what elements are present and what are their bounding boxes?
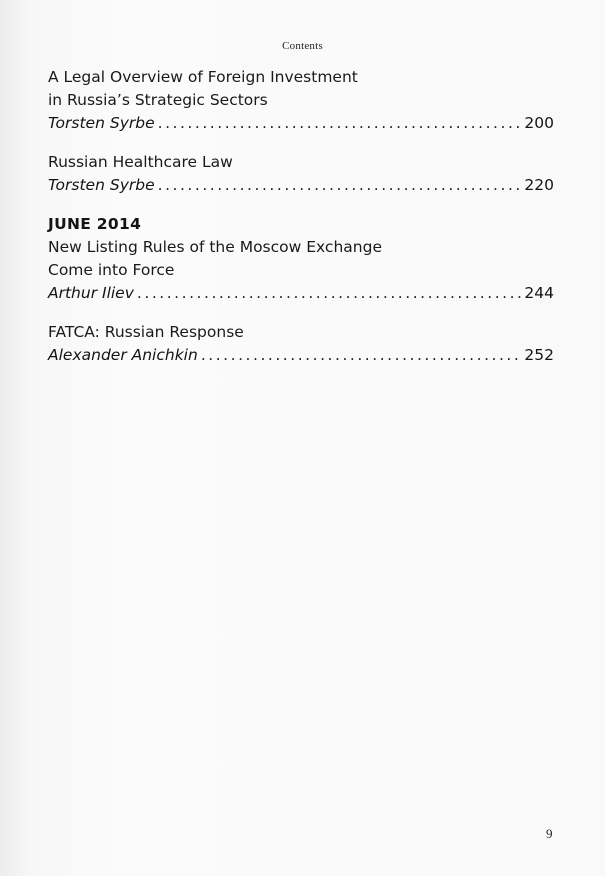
toc-page-number: 252: [524, 346, 554, 364]
toc-page-number: 200: [524, 114, 554, 132]
toc-page-number: 220: [524, 176, 554, 194]
toc-entry-title-line: Come into Force: [48, 261, 175, 279]
toc-entry-moscow-exchange: [48, 236, 554, 305]
toc-entry-title-line: New Listing Rules of the Moscow Exchange: [48, 238, 382, 256]
toc-entry-title-line: FATCA: Russian Response: [48, 323, 244, 341]
toc-entry-title-line: in Russia’s Strategic Sectors: [48, 91, 268, 109]
toc-section-heading: JUNE 2014: [48, 215, 142, 233]
toc-author: Alexander Anichkin: [48, 346, 198, 364]
toc-entry-title-line: Russian Healthcare Law: [48, 153, 233, 171]
toc-entry-foreign-investment: [48, 66, 554, 135]
running-head: Contents: [282, 40, 323, 52]
dot-leader: [158, 174, 522, 197]
toc-entry-fatca: [48, 321, 554, 367]
toc-author: Torsten Syrbe: [48, 114, 155, 132]
toc-author: Torsten Syrbe: [48, 176, 155, 194]
toc-entry-title-line: A Legal Overview of Foreign Investment: [48, 68, 358, 86]
toc-entry-healthcare-law: [48, 151, 554, 197]
toc-author-line: [48, 344, 554, 367]
dot-leader: [158, 112, 522, 135]
table-of-contents: [48, 66, 554, 383]
toc-author-line: [48, 282, 554, 305]
toc-author-line: [48, 112, 554, 135]
toc-page-number: 244: [524, 284, 554, 302]
dot-leader: [137, 282, 522, 305]
toc-author-line: [48, 174, 554, 197]
dot-leader: [201, 344, 522, 367]
toc-author: Arthur Iliev: [48, 284, 134, 302]
page-number: 9: [546, 826, 553, 841]
